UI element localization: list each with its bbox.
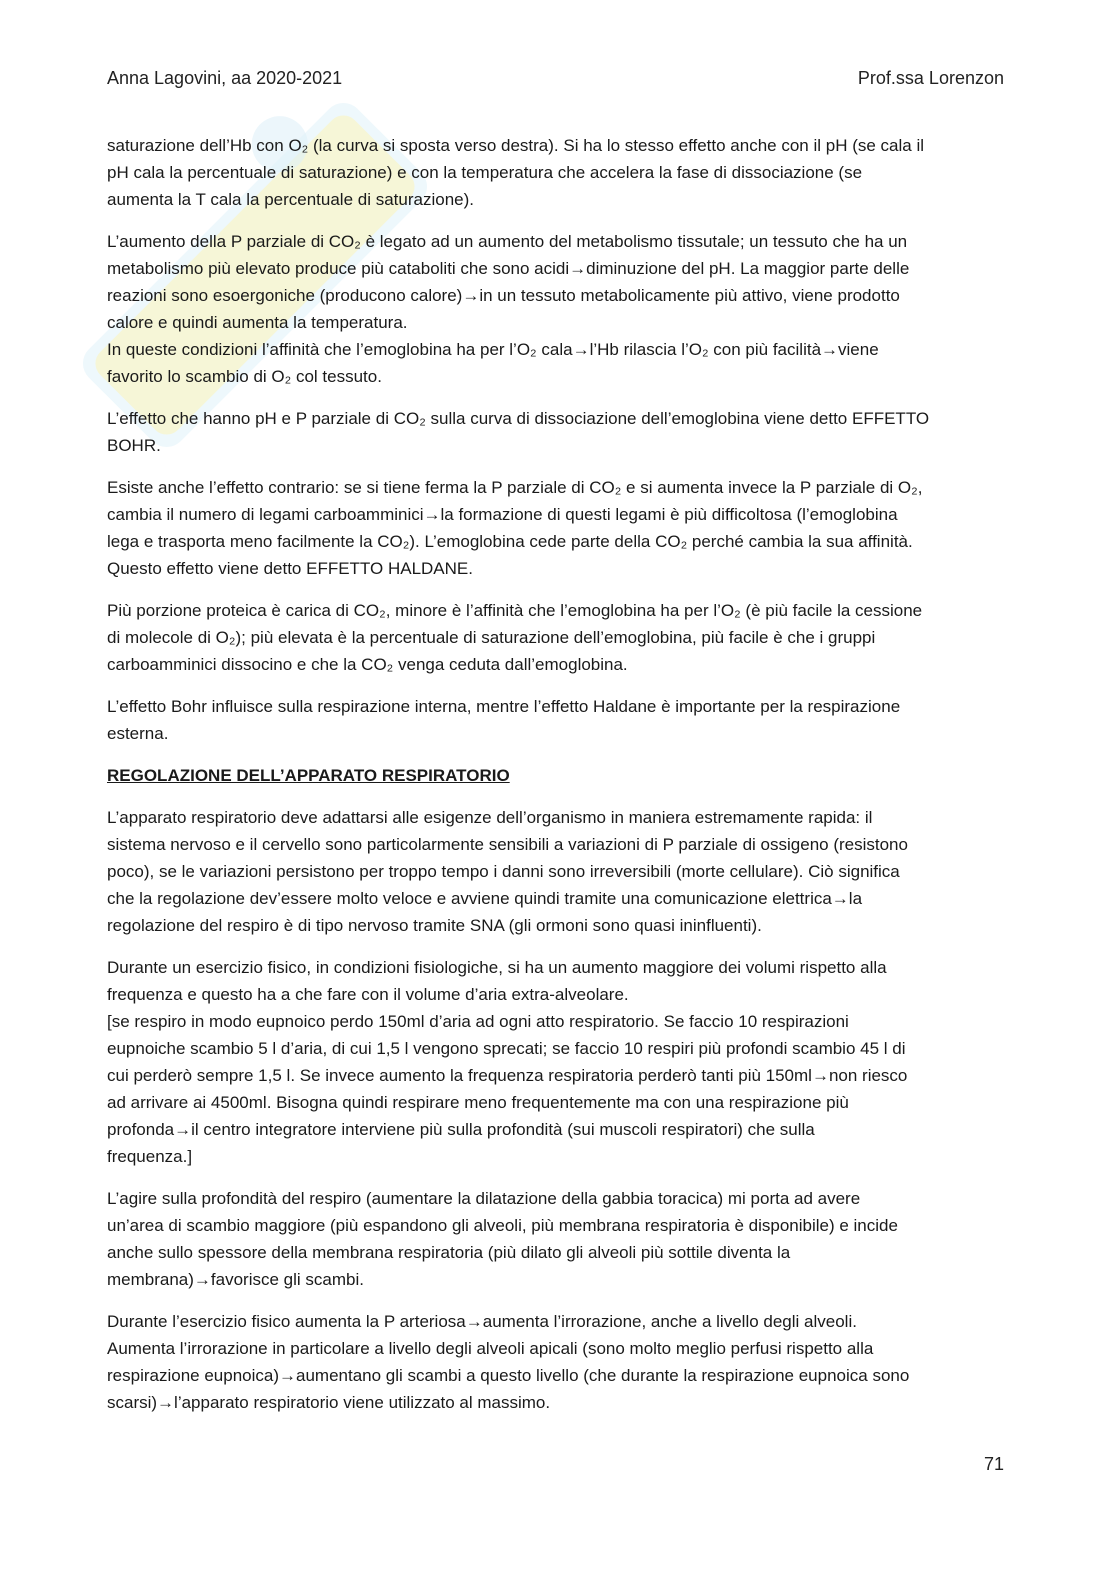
page-number: 71 — [983, 1454, 1004, 1474]
paragraph-arterial-pressure — [107, 1308, 1007, 1416]
text-line: esterna. — [107, 724, 169, 743]
text-line: pH cala la percentuale di saturazione) e con la temperatura che accelera la fase di dissociazione (se — [107, 163, 863, 182]
text-line: Durante l’esercizio fisico aumenta la P arteriosa→aumenta l’irrorazione, anche a livello degli alveoli. — [107, 1312, 857, 1331]
paragraph-haldane-effect — [107, 474, 1007, 582]
text-line: metabolismo più elevato produce più cataboliti che sono acidi→diminuzione del pH. La maggior parte delle — [107, 259, 910, 278]
text-line: Questo effetto viene detto EFFETTO HALDANE. — [107, 559, 473, 578]
text-line: frequenza.] — [107, 1147, 193, 1166]
paragraph-protein-co2 — [107, 597, 1007, 678]
text-line: reazioni sono esoergoniche (producono calore)→in un tessuto metabolicamente più attivo, viene prodotto — [107, 286, 900, 305]
text-line: un’area di scambio maggiore (più espandono gli alveoli, più membrana respiratoria è disponibile) e incide — [107, 1216, 898, 1235]
text-line: L’effetto Bohr influisce sulla respirazione interna, mentre l’effetto Haldane è importante per la respirazione — [107, 697, 901, 716]
text-line: poco), se le variazioni persistono per troppo tempo i danni sono irreversibili (morte cellulare). Ciò significa — [107, 862, 900, 881]
text-line: lega e trasporta meno facilmente la CO₂). L’emoglobina cede parte della CO₂ perché cambia la sua affinità. — [107, 532, 913, 551]
text-line: regolazione del respiro è di tipo nervoso tramite SNA (gli ormoni sono quasi ininfluenti). — [107, 916, 762, 935]
text-line: L’aumento della P parziale di CO₂ è legato ad un aumento del metabolismo tissutale; un tessuto che ha un — [107, 232, 908, 251]
text-line: Durante un esercizio fisico, in condizioni fisiologiche, si ha un aumento maggiore dei volumi rispetto alla — [107, 958, 887, 977]
text-line: aumenta la T cala la percentuale di saturazione). — [107, 190, 474, 209]
paragraph-hb-saturation — [107, 132, 1007, 213]
paragraph-regulation-intro — [107, 804, 1007, 939]
text-line: che la regolazione dev’essere molto veloce e avviene quindi tramite una comunicazione elettrica→la — [107, 889, 863, 908]
text-line: sistema nervoso e il cervello sono particolarmente sensibili a variazioni di P parziale di ossigeno (resistono — [107, 835, 908, 854]
text-line: L’apparato respiratorio deve adattarsi alle esigenze dell’organismo in maniera estremamente rapida: il — [107, 808, 873, 827]
text-line: L’agire sulla profondità del respiro (aumentare la dilatazione della gabbia toracica) mi porta ad avere — [107, 1189, 861, 1208]
header-professor: Prof.ssa Lorenzon — [857, 68, 1004, 88]
paragraph-bohr-haldane-summary — [107, 693, 1007, 747]
text-line: Aumenta l’irrorazione in particolare a livello degli alveoli apicali (sono molto meglio perfusi rispetto alla — [107, 1339, 874, 1358]
text-line: eupnoiche scambio 5 l d’aria, di cui 1,5 l vengono sprecati; se faccio 10 respiri più profondi scambio 45 l di — [107, 1039, 906, 1058]
text-line: scarsi)→l’apparato respiratorio viene utilizzato al massimo. — [107, 1393, 551, 1412]
text-line: favorito lo scambio di O₂ col tessuto. — [107, 367, 382, 386]
page-header — [107, 68, 1004, 89]
text-line: calore e quindi aumenta la temperatura. — [107, 313, 408, 332]
document-body — [107, 132, 1007, 1431]
paragraph-breath-depth — [107, 1185, 1007, 1293]
paragraph-bohr-effect — [107, 405, 1007, 459]
text-line: di molecole di O₂); più elevata è la percentuale di saturazione dell’emoglobina, più facile è che i gruppi — [107, 628, 876, 647]
text-line: anche sullo spessore della membrana respiratoria (più dilato gli alveoli più sottile diventa la — [107, 1243, 791, 1262]
header-author: Anna Lagovini, aa 2020-2021 — [107, 68, 343, 88]
text-line: Più porzione proteica è carica di CO₂, minore è l’affinità che l’emoglobina ha per l’O₂ (è più facile la cessione — [107, 601, 923, 620]
text-line: L’effetto che hanno pH e P parziale di CO₂ sulla curva di dissociazione dell’emoglobina viene detto EFFETTO — [107, 409, 930, 428]
text-line: membrana)→favorisce gli scambi. — [107, 1270, 364, 1289]
text-line: frequenza e questo ha a che fare con il volume d’aria extra-alveolare. — [107, 985, 629, 1004]
text-line: saturazione dell’Hb con O₂ (la curva si sposta verso destra). Si ha lo stesso effetto anche con il pH (se cala il — [107, 136, 925, 155]
text-line: Esiste anche l’effetto contrario: se si tiene ferma la P parziale di CO₂ e si aumenta invece la P parziale di O₂, — [107, 478, 923, 497]
text-line: BOHR. — [107, 436, 161, 455]
text-line: ad arrivare ai 4500ml. Bisogna quindi respirare meno frequentemente ma con una respirazione più — [107, 1093, 849, 1112]
section-heading: REGOLAZIONE DELL’APPARATO RESPIRATORIO — [107, 766, 510, 785]
text-line: In queste condizioni l’affinità che l’emoglobina ha per l’O₂ cala→l’Hb rilascia l’O₂ con più facilità→viene — [107, 340, 879, 359]
text-line: [se respiro in modo eupnoico perdo 150ml d’aria ad ogni atto respiratorio. Se faccio 10 respirazioni — [107, 1012, 849, 1031]
paragraph-co2-metabolism — [107, 228, 1007, 390]
text-line: cambia il numero di legami carboamminici→la formazione di questi legami è più difficoltosa (l’emoglobina — [107, 505, 898, 524]
text-line: profonda→il centro integratore interviene più sulla profondità (sui muscoli respiratori) che sulla — [107, 1120, 815, 1139]
paragraph-exercise-volumes — [107, 954, 1007, 1170]
text-line: carboamminici dissocino e che la CO₂ venga ceduta dall’emoglobina. — [107, 655, 628, 674]
text-line: respirazione eupnoica)→aumentano gli scambi a questo livello (che durante la respirazione eupnoica sono — [107, 1366, 910, 1385]
text-line: cui perderò sempre 1,5 l. Se invece aumento la frequenza respiratoria perderò tanti più 150ml→non riesco — [107, 1066, 908, 1085]
